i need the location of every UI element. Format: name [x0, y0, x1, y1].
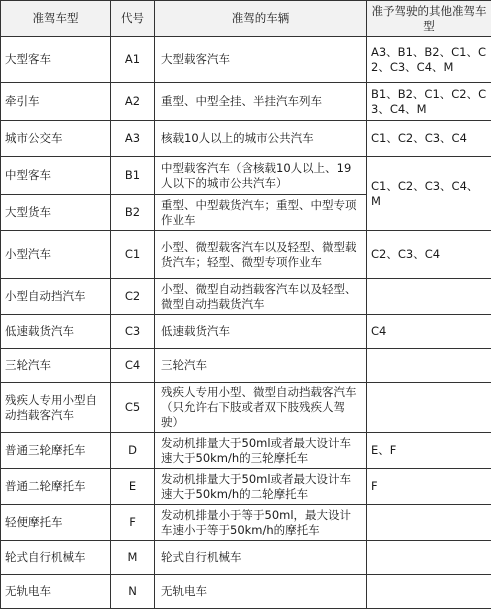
header-vehicle: 准驾的车辆	[155, 1, 367, 37]
type-cell: 轮式自行机械车	[1, 541, 111, 575]
other-cell: C4	[367, 315, 491, 349]
vehicle-cell: 残疾人专用小型、微型自动挡载客汽车（只允许右下肢或者双下肢残疾人驾驶）	[155, 383, 367, 433]
vehicle-cell: 低速载货汽车	[155, 315, 367, 349]
other-cell: F	[367, 469, 491, 505]
type-cell: 小型自动挡汽车	[1, 279, 111, 315]
type-cell: 城市公交车	[1, 121, 111, 157]
type-cell: 普通三轮摩托车	[1, 433, 111, 469]
table-row	[1, 383, 491, 433]
vehicle-cell: 重型、中型全挂、半挂汽车列车	[155, 83, 367, 121]
type-cell: 大型货车	[1, 195, 111, 231]
type-cell: 牵引车	[1, 83, 111, 121]
type-cell: 大型客车	[1, 37, 111, 83]
other-cell: C2、C3、C4	[367, 231, 491, 279]
other-cell-merged: C1、C2、C3、C4、M	[367, 157, 491, 231]
vehicle-cell: 三轮汽车	[155, 349, 367, 383]
other-cell: C1、C2、C3、C4	[367, 121, 491, 157]
code-cell: C3	[111, 315, 155, 349]
table-row	[1, 541, 491, 575]
code-cell: C5	[111, 383, 155, 433]
other-cell: B1、B2、C1、C2、C3、C4、M	[367, 83, 491, 121]
vehicle-cell: 无轨电车	[155, 575, 367, 609]
table-row	[1, 121, 491, 157]
type-cell: 三轮汽车	[1, 349, 111, 383]
type-cell: 轻便摩托车	[1, 505, 111, 541]
vehicle-cell: 发动机排量小于等于50ml，最大设计车速小于等于50km/h的摩托车	[155, 505, 367, 541]
type-cell: 无轨电车	[1, 575, 111, 609]
code-cell: C4	[111, 349, 155, 383]
other-cell: A3、B1、B2、C1、C2、C3、C4、M	[367, 37, 491, 83]
type-cell: 普通二轮摩托车	[1, 469, 111, 505]
table-row	[1, 433, 491, 469]
vehicle-cell: 大型载客汽车	[155, 37, 367, 83]
table-row	[1, 349, 491, 383]
code-cell: A1	[111, 37, 155, 83]
table-row	[1, 575, 491, 609]
table-row	[1, 505, 491, 541]
header-code: 代号	[111, 1, 155, 37]
vehicle-cell: 核载10人以上的城市公共汽车	[155, 121, 367, 157]
vehicle-cell: 中型载客汽车（含核载10人以上、19人以下的城市公共汽车）	[155, 157, 367, 195]
code-cell: F	[111, 505, 155, 541]
code-cell: B1	[111, 157, 155, 195]
code-cell: C1	[111, 231, 155, 279]
table-row	[1, 469, 491, 505]
other-cell	[367, 349, 491, 383]
table-row	[1, 157, 491, 195]
other-cell	[367, 575, 491, 609]
table-row	[1, 37, 491, 83]
header-row	[1, 1, 491, 37]
other-cell	[367, 383, 491, 433]
code-cell: N	[111, 575, 155, 609]
other-cell	[367, 279, 491, 315]
type-cell: 低速载货汽车	[1, 315, 111, 349]
table-row	[1, 315, 491, 349]
vehicle-cell: 发动机排量大于50ml或者最大设计车速大于50km/h的三轮摩托车	[155, 433, 367, 469]
vehicle-cell: 轮式自行机械车	[155, 541, 367, 575]
other-cell	[367, 505, 491, 541]
header-other: 准予驾驶的其他准驾车型	[367, 1, 491, 37]
code-cell: M	[111, 541, 155, 575]
other-cell: E、F	[367, 433, 491, 469]
table-row	[1, 231, 491, 279]
header-type: 准驾车型	[1, 1, 111, 37]
code-cell: E	[111, 469, 155, 505]
vehicle-cell: 小型、微型载客汽车以及轻型、微型载货汽车；轻型、微型专项作业车	[155, 231, 367, 279]
other-cell	[367, 541, 491, 575]
code-cell: B2	[111, 195, 155, 231]
vehicle-cell: 发动机排量大于50ml或者最大设计车速大于50km/h的二轮摩托车	[155, 469, 367, 505]
type-cell: 中型客车	[1, 157, 111, 195]
code-cell: A3	[111, 121, 155, 157]
type-cell: 小型汽车	[1, 231, 111, 279]
code-cell: D	[111, 433, 155, 469]
type-cell: 残疾人专用小型自动挡载客汽车	[1, 383, 111, 433]
table-row	[1, 83, 491, 121]
vehicle-cell: 重型、中型载货汽车；重型、中型专项作业车	[155, 195, 367, 231]
code-cell: A2	[111, 83, 155, 121]
table-row	[1, 279, 491, 315]
vehicle-cell: 小型、微型自动挡载客汽车以及轻型、微型自动挡载货汽车	[155, 279, 367, 315]
code-cell: C2	[111, 279, 155, 315]
